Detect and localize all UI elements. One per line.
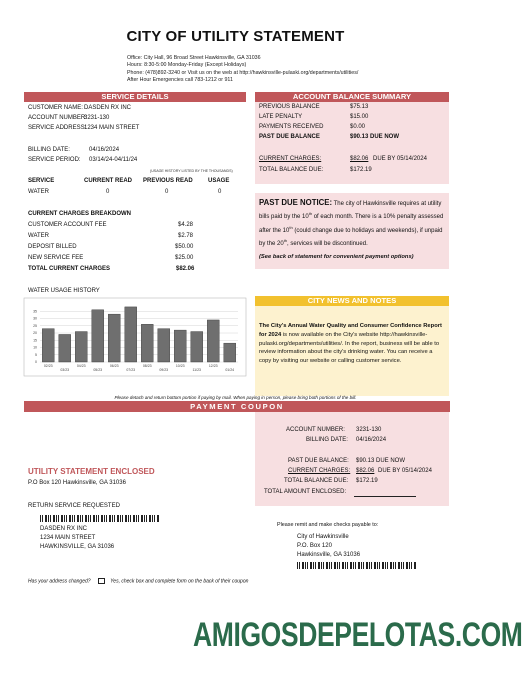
late-penalty: $15.00 [350, 114, 369, 120]
chart-y-tick-label: 10 [33, 345, 37, 350]
chart-y-tick-label: 15 [33, 338, 37, 343]
current-charges-label: CURRENT CHARGES: [259, 156, 322, 162]
chart-bar [75, 332, 87, 362]
remit-name: City of Hawkinsville [297, 534, 349, 540]
chart-bar [224, 343, 236, 362]
coupon-total-enclosed-label: TOTAL AMOUNT ENCLOSED: [264, 489, 347, 495]
chart-x-tick-label: 10/23 [175, 364, 185, 368]
usage-header-previous: PREVIOUS READ [143, 178, 193, 184]
mailing-barcode [40, 515, 160, 522]
total-charges-label: TOTAL CURRENT CHARGES [28, 266, 111, 272]
coupon-current-charges-due: DUE BY 05/14/2024 [378, 468, 432, 474]
enclosed-heading: UTILITY STATEMENT ENCLOSED [28, 467, 155, 476]
chart-bar [125, 307, 137, 362]
chart-x-tick-label: 04/23 [76, 364, 86, 368]
service-details-heading: SERVICE DETAILS [24, 92, 246, 102]
service-period: 03/14/24-04/11/24 [89, 157, 138, 163]
usage-header-current: CURRENT READ [84, 178, 132, 184]
coupon-billing-date-label: BILLING DATE: [306, 437, 348, 443]
usage-row-previous: 0 [165, 189, 169, 195]
customer-name: DASDEN RX INC [84, 105, 132, 111]
coupon-total-balance-label: TOTAL BALANCE DUE: [284, 478, 349, 484]
past-due-balance: $90.13 DUE NOW [350, 134, 400, 140]
charge-label: DEPOSIT BILLED [28, 244, 77, 250]
coupon-billing-date: 04/16/2024 [356, 437, 387, 443]
chart-y-tick-label: 35 [33, 309, 37, 314]
service-address-label: SERVICE ADDRESS: [28, 125, 87, 131]
charge-label: CUSTOMER ACCOUNT FEE [28, 222, 107, 228]
news-text: is now available on the City's website http://hawkinsville-pulaski.org/departments/utilities/. In the report, business will be able to review information about the city's drinking water. You can receive a copy by visiting our website or calling customer service. [259, 331, 440, 365]
usage-history-chart [24, 298, 246, 376]
chart-x-tick-label: 07/23 [126, 368, 136, 372]
coupon-account-number: 3231-130 [356, 427, 382, 433]
current-charges-due: DUE BY 05/14/2024 [373, 156, 427, 162]
usage-row-current: 0 [106, 189, 110, 195]
address-changed-hint: Yes, check box and complete form on the back of their coupon [110, 578, 249, 585]
previous-balance-label: PREVIOUS BALANCE [259, 104, 320, 110]
current-charges-amount: $82.06 [350, 156, 369, 162]
notice-text: , services will be discontinued. [287, 240, 368, 247]
usage-header-service: SERVICE [28, 178, 55, 184]
addressee-block [40, 525, 114, 552]
coupon-past-due-label: PAST DUE BALANCE: [288, 458, 349, 464]
office-emergency: After Hour Emergencies call 783-1212 or 911 [127, 77, 233, 84]
coupon-fields [258, 426, 448, 506]
payment-coupon-heading: PAYMENT COUPON [24, 401, 450, 412]
usage-note: (USAGE HISTORY LISTED BY THE THOUSANDS) [150, 169, 233, 173]
past-due-notice [259, 198, 445, 249]
notice-text: The city of Hawkinsville requires at utility bills paid by the 10 [259, 201, 442, 221]
notice-sup: th [283, 237, 288, 243]
news-heading: CITY NEWS AND NOTES [255, 296, 449, 306]
charge-label: NEW SERVICE FEE [28, 255, 84, 261]
news-bold-text: The City's Annual Water Quality and Consumer Confidence Report for 2024 [259, 323, 442, 338]
charge-amount: $50.00 [175, 244, 194, 250]
customer-name-label: CUSTOMER NAME: [28, 105, 83, 111]
account-number-label: ACCOUNT NUMBER: [28, 115, 87, 121]
coupon-current-charges-label: CURRENT CHARGES: [288, 468, 351, 474]
service-period-label: SERVICE PERIOD: [28, 157, 81, 163]
account-number: 3231-130 [84, 115, 110, 121]
chart-x-tick-label: 05/23 [93, 368, 103, 372]
address-changed-row [28, 578, 248, 584]
chart-y-tick-label: 20 [33, 331, 37, 336]
addressee-name: DASDEN RX INC [40, 526, 88, 532]
page-title: CITY OF UTILITY STATEMENT [126, 28, 345, 45]
usage-header-usage: USAGE [208, 178, 230, 184]
charge-label: WATER [28, 233, 49, 239]
chart-bar [207, 320, 219, 362]
past-due-label: PAST DUE BALANCE [259, 134, 320, 140]
remit-barcode [297, 562, 417, 569]
previous-balance: $75.13 [350, 104, 369, 110]
office-phone: Phone: (478)892-3240 or Visit us on the web at http://hawkinsville-pulaski.org/departments/utilities/ [127, 69, 359, 76]
chart-y-tick-label: 25 [33, 323, 37, 328]
usage-row-usage: 0 [218, 189, 222, 195]
chart-x-tick-label: 11/23 [192, 368, 201, 372]
address-changed-question: Has your address changed? [28, 578, 91, 585]
address-changed-checkbox[interactable] [98, 578, 105, 584]
chart-y-tick-label: 5 [35, 352, 37, 357]
payments-received-label: PAYMENTS RECEIVED [259, 124, 324, 130]
usage-history-heading: WATER USAGE HISTORY [28, 288, 100, 294]
coupon-total-balance: $172.19 [356, 478, 378, 484]
addressee-street: 1234 MAIN STREET [40, 535, 96, 541]
balance-summary-heading: ACCOUNT BALANCE SUMMARY [255, 92, 449, 102]
charges-breakdown [28, 210, 198, 276]
watermark-logo: AMIGOSDEPELOTAS.COM [193, 616, 523, 654]
total-balance: $172.19 [350, 167, 372, 173]
billing-date: 04/16/2024 [89, 147, 120, 153]
chart-bar [191, 332, 203, 362]
return-service-requested: RETURN SERVICE REQUESTED [28, 503, 120, 509]
chart-bar [174, 330, 186, 362]
payments-received: $0.00 [350, 124, 366, 130]
office-info [127, 55, 427, 85]
charge-amount: $2.78 [178, 233, 194, 239]
chart-bar [42, 329, 54, 362]
charge-amount: $25.00 [175, 255, 194, 261]
chart-bar [59, 334, 71, 362]
total-charges-amount: $82.06 [176, 266, 195, 272]
back-note: (See back of statement for convenient payment options) [259, 254, 414, 260]
remit-po-box: P.O. Box 120 [297, 543, 332, 549]
total-enclosed-field[interactable] [354, 496, 416, 497]
service-address: 1234 MAIN STREET [84, 125, 140, 131]
coupon-current-charges-amount: $82.06 [356, 468, 375, 474]
chart-bar [141, 324, 153, 362]
coupon-account-label: ACCOUNT NUMBER: [286, 427, 345, 433]
chart-x-tick-label: 08/23 [142, 364, 152, 368]
chart-bar [158, 329, 170, 362]
chart-bar [108, 314, 120, 362]
total-balance-label: TOTAL BALANCE DUE: [259, 167, 324, 173]
notice-sup: th [289, 224, 293, 230]
balance-summary-fields [259, 103, 449, 183]
chart-y-tick-label: 0 [35, 360, 37, 365]
remit-address [297, 533, 360, 560]
coupon-past-due: $90.13 DUE NOW [356, 458, 406, 464]
office-hours: Hours: 8:30-5:00 Monday-Friday (Except Holidays) [127, 62, 247, 69]
news-body [259, 322, 445, 366]
return-po-box: P.O Box 120 Hawkinsville, GA 31036 [28, 480, 126, 486]
chart-x-tick-label: 09/23 [159, 368, 169, 372]
chart-bar [92, 310, 104, 362]
remit-note: Please remit and make checks payable to: [277, 522, 379, 528]
chart-x-tick-label: 06/23 [109, 364, 119, 368]
notice-heading: PAST DUE NOTICE: [259, 198, 333, 207]
addressee-city: HAWKINSVILLE, GA 31036 [40, 544, 115, 550]
notice-sup: th [308, 211, 313, 217]
chart-x-tick-label: 03/23 [60, 368, 70, 372]
remit-city: Hawkinsville, GA 31036 [297, 552, 361, 558]
office-address: Office: City Hall, 96 Broad Street Hawkinsville, GA 31036 [127, 55, 261, 61]
usage-row-service: WATER [28, 189, 49, 195]
billing-date-label: BILLING DATE: [28, 147, 70, 153]
chart-x-tick-label: 12/23 [208, 364, 218, 368]
late-penalty-label: LATE PENALTY [259, 114, 303, 120]
chart-x-tick-label: 01/24 [225, 368, 235, 372]
charges-heading: CURRENT CHARGES BREAKDOWN [28, 211, 131, 217]
detach-note: Please detach and return bottom portion if paying by mail. When paying in person, please bring both portions of the bill. [114, 395, 357, 400]
usage-table [28, 177, 248, 199]
notice-text: (could change due to holidays and weekends), if unpaid by the 20 [259, 227, 443, 247]
chart-y-tick-label: 30 [33, 316, 37, 321]
charge-amount: $4.28 [178, 222, 194, 228]
chart-x-tick-label: 02/23 [43, 364, 53, 368]
notice-text: of each month. There is a 10% penalty assessed after the 10 [259, 214, 444, 234]
